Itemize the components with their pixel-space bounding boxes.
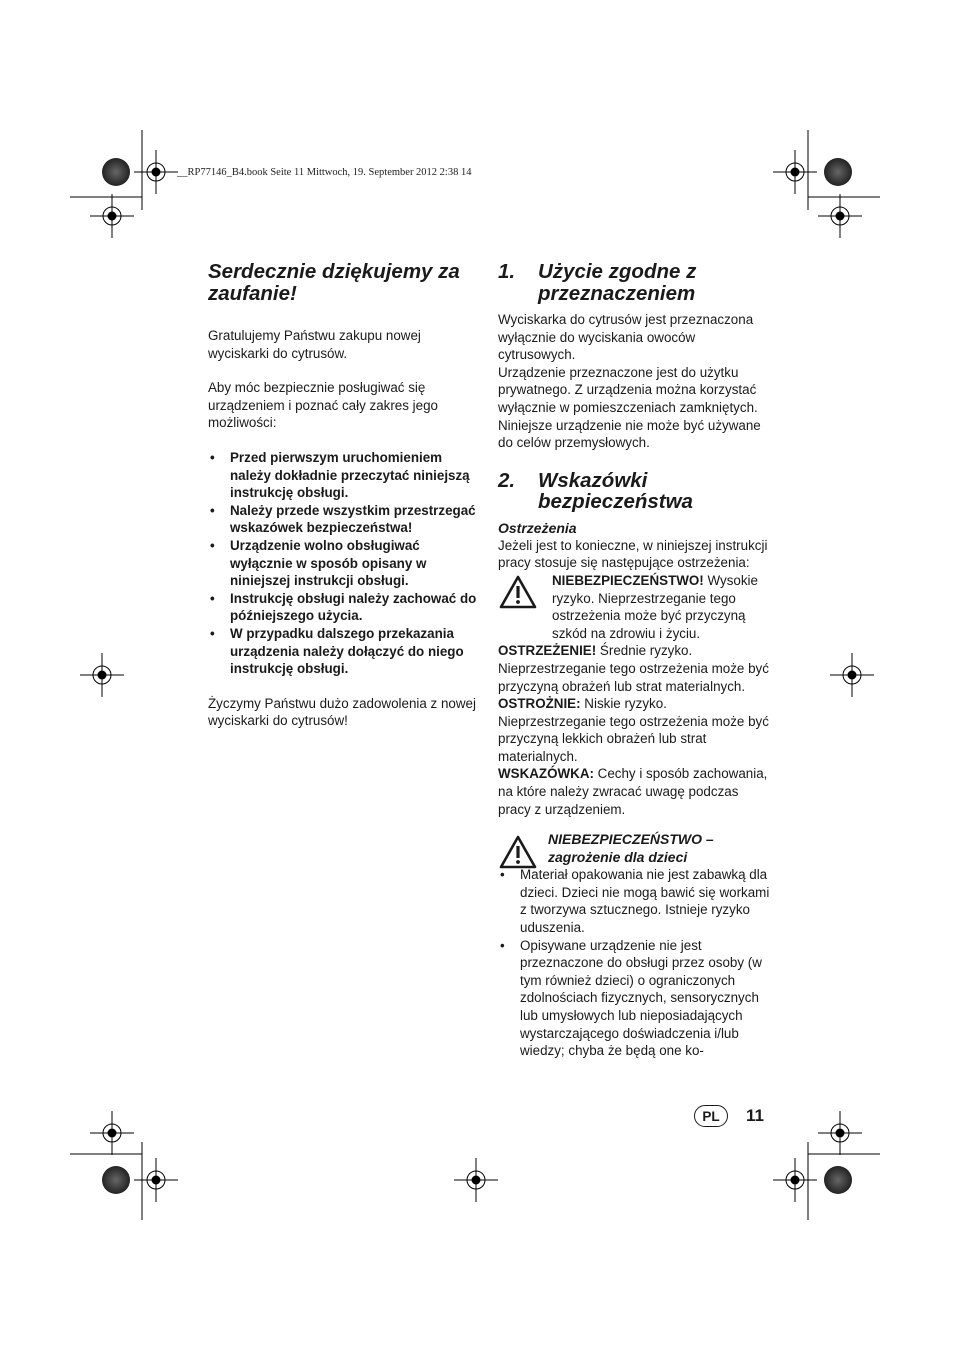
note-label: WSKAZÓWKA:: [498, 766, 594, 782]
section-heading: [498, 261, 772, 304]
list-item: • Należy przede wszystkim przestrzegać wskazówek bezpieczeństwa!: [208, 502, 480, 537]
section-heading: [498, 470, 772, 513]
page-title: Serdecznie dziękujemy za zaufanie!: [208, 260, 460, 305]
intro-paragraph: Gratulujemy Państwu zakupu nowej wyciskarki do cytrusów.: [208, 328, 421, 361]
child-danger-notice: [498, 830, 772, 866]
warning-label: OSTRZEŻENIE!: [498, 643, 597, 659]
paragraph: Jeżeli jest to konieczne, w niniejszej instrukcji pracy stosuje się następujące ostrzeżenia:: [498, 537, 768, 571]
intro-paragraph: Aby móc bezpiecznie posługiwać się urządzeniem i poznać cały zakres jego możliwości:: [208, 380, 438, 431]
danger-label: NIEBEZPIECZEŃSTWO!: [552, 572, 704, 588]
warning-text: Średnie ryzyko. Nieprzestrzeganie tego ostrzeżenia może być przyczyną obrażeń lub strat materialnych.: [498, 643, 769, 694]
closing-paragraph: Życzymy Państwu dużo zadowolenia z nowej wyciskarki do cytrusów!: [208, 695, 476, 729]
warning-triangle-icon: [498, 574, 538, 610]
list-item: • Opisywane urządzenie nie jest przeznaczone do obsługi przez osoby (w tym również dzieci) o ograniczonych zdolnościach fizycznych, sensorycznych lub umysłowych lub nieposiadających wystarczającego doświadczenia i/lub wiedzy; chyba że będą one ko-: [498, 937, 772, 1060]
note-notice: [498, 765, 772, 818]
section-number: 2.: [498, 468, 516, 492]
language-badge: PL: [694, 1105, 728, 1127]
paragraph: Niniejsze urządzenie nie może być używane do celów przemysłowych.: [498, 417, 761, 451]
file-info-header: __RP77146_B4.book Seite 11 Mittwoch, 19. September 2012 2:38 14: [177, 167, 472, 178]
caution-text: Niskie ryzyko. Nieprzestrzeganie tego ostrzeżenia może być przyczyną lekkich obrażeń lub strat materialnych.: [498, 696, 769, 764]
list-item: • Urządzenie wolno obsługiwać wyłącznie w sposób opisany w niniejszej instrukcji obsługi.: [208, 537, 480, 590]
subsection-title: Ostrzeżenia: [498, 519, 577, 536]
right-column: [498, 261, 772, 1060]
section-title: Wskazówki bezpieczeństwa: [538, 468, 693, 514]
warning-notice: [498, 642, 772, 695]
danger-notice: [498, 572, 772, 642]
paragraph: Wyciskarka do cytrusów jest przeznaczona wyłącznie do wyciskania owoców cytrusowych.: [498, 312, 754, 363]
warning-triangle-icon: [498, 834, 538, 870]
danger-text: Wysokie ryzyko. Nieprzestrzeganie tego ostrzeżenia może być przyczyną szkód na zdrowiu i życiu.: [552, 572, 758, 641]
list-item: • W przypadku dalszego przekazania urządzenia należy dołączyć do niego instrukcję obsługi.: [208, 625, 480, 678]
caution-notice: [498, 695, 772, 765]
paragraph: Urządzenie przeznaczone jest do użytku prywatnego. Z urządzenia można korzystać wyłącznie w pomieszczeniach zamkniętych.: [498, 364, 758, 415]
page-number: 11: [746, 1106, 764, 1125]
left-column: [208, 261, 480, 730]
section-number: 1.: [498, 260, 516, 283]
list-item: • Instrukcję obsługi należy zachować do późniejszego użycia.: [208, 590, 480, 625]
instruction-list: [208, 449, 480, 678]
child-warning-list: [498, 866, 772, 1060]
section-title: Użycie zgodne z przeznaczeniem: [538, 260, 697, 305]
child-warning-title: NIEBEZPIECZEŃSTWO – zagrożenie dla dzieci: [548, 831, 714, 866]
caution-label: OSTROŻNIE:: [498, 696, 581, 712]
list-item: • Przed pierwszym uruchomieniem należy dokładnie przeczytać niniejszą instrukcję obsługi.: [208, 449, 480, 502]
list-item: • Materiał opakowania nie jest zabawką dla dzieci. Dzieci nie mogą bawić się workami z tworzywa sztucznego. Istnieje ryzyko uduszenia.: [498, 866, 772, 936]
note-text: Cechy i sposób zachowania, na które należy zwracać uwagę podczas pracy z urządzeniem.: [498, 766, 768, 817]
